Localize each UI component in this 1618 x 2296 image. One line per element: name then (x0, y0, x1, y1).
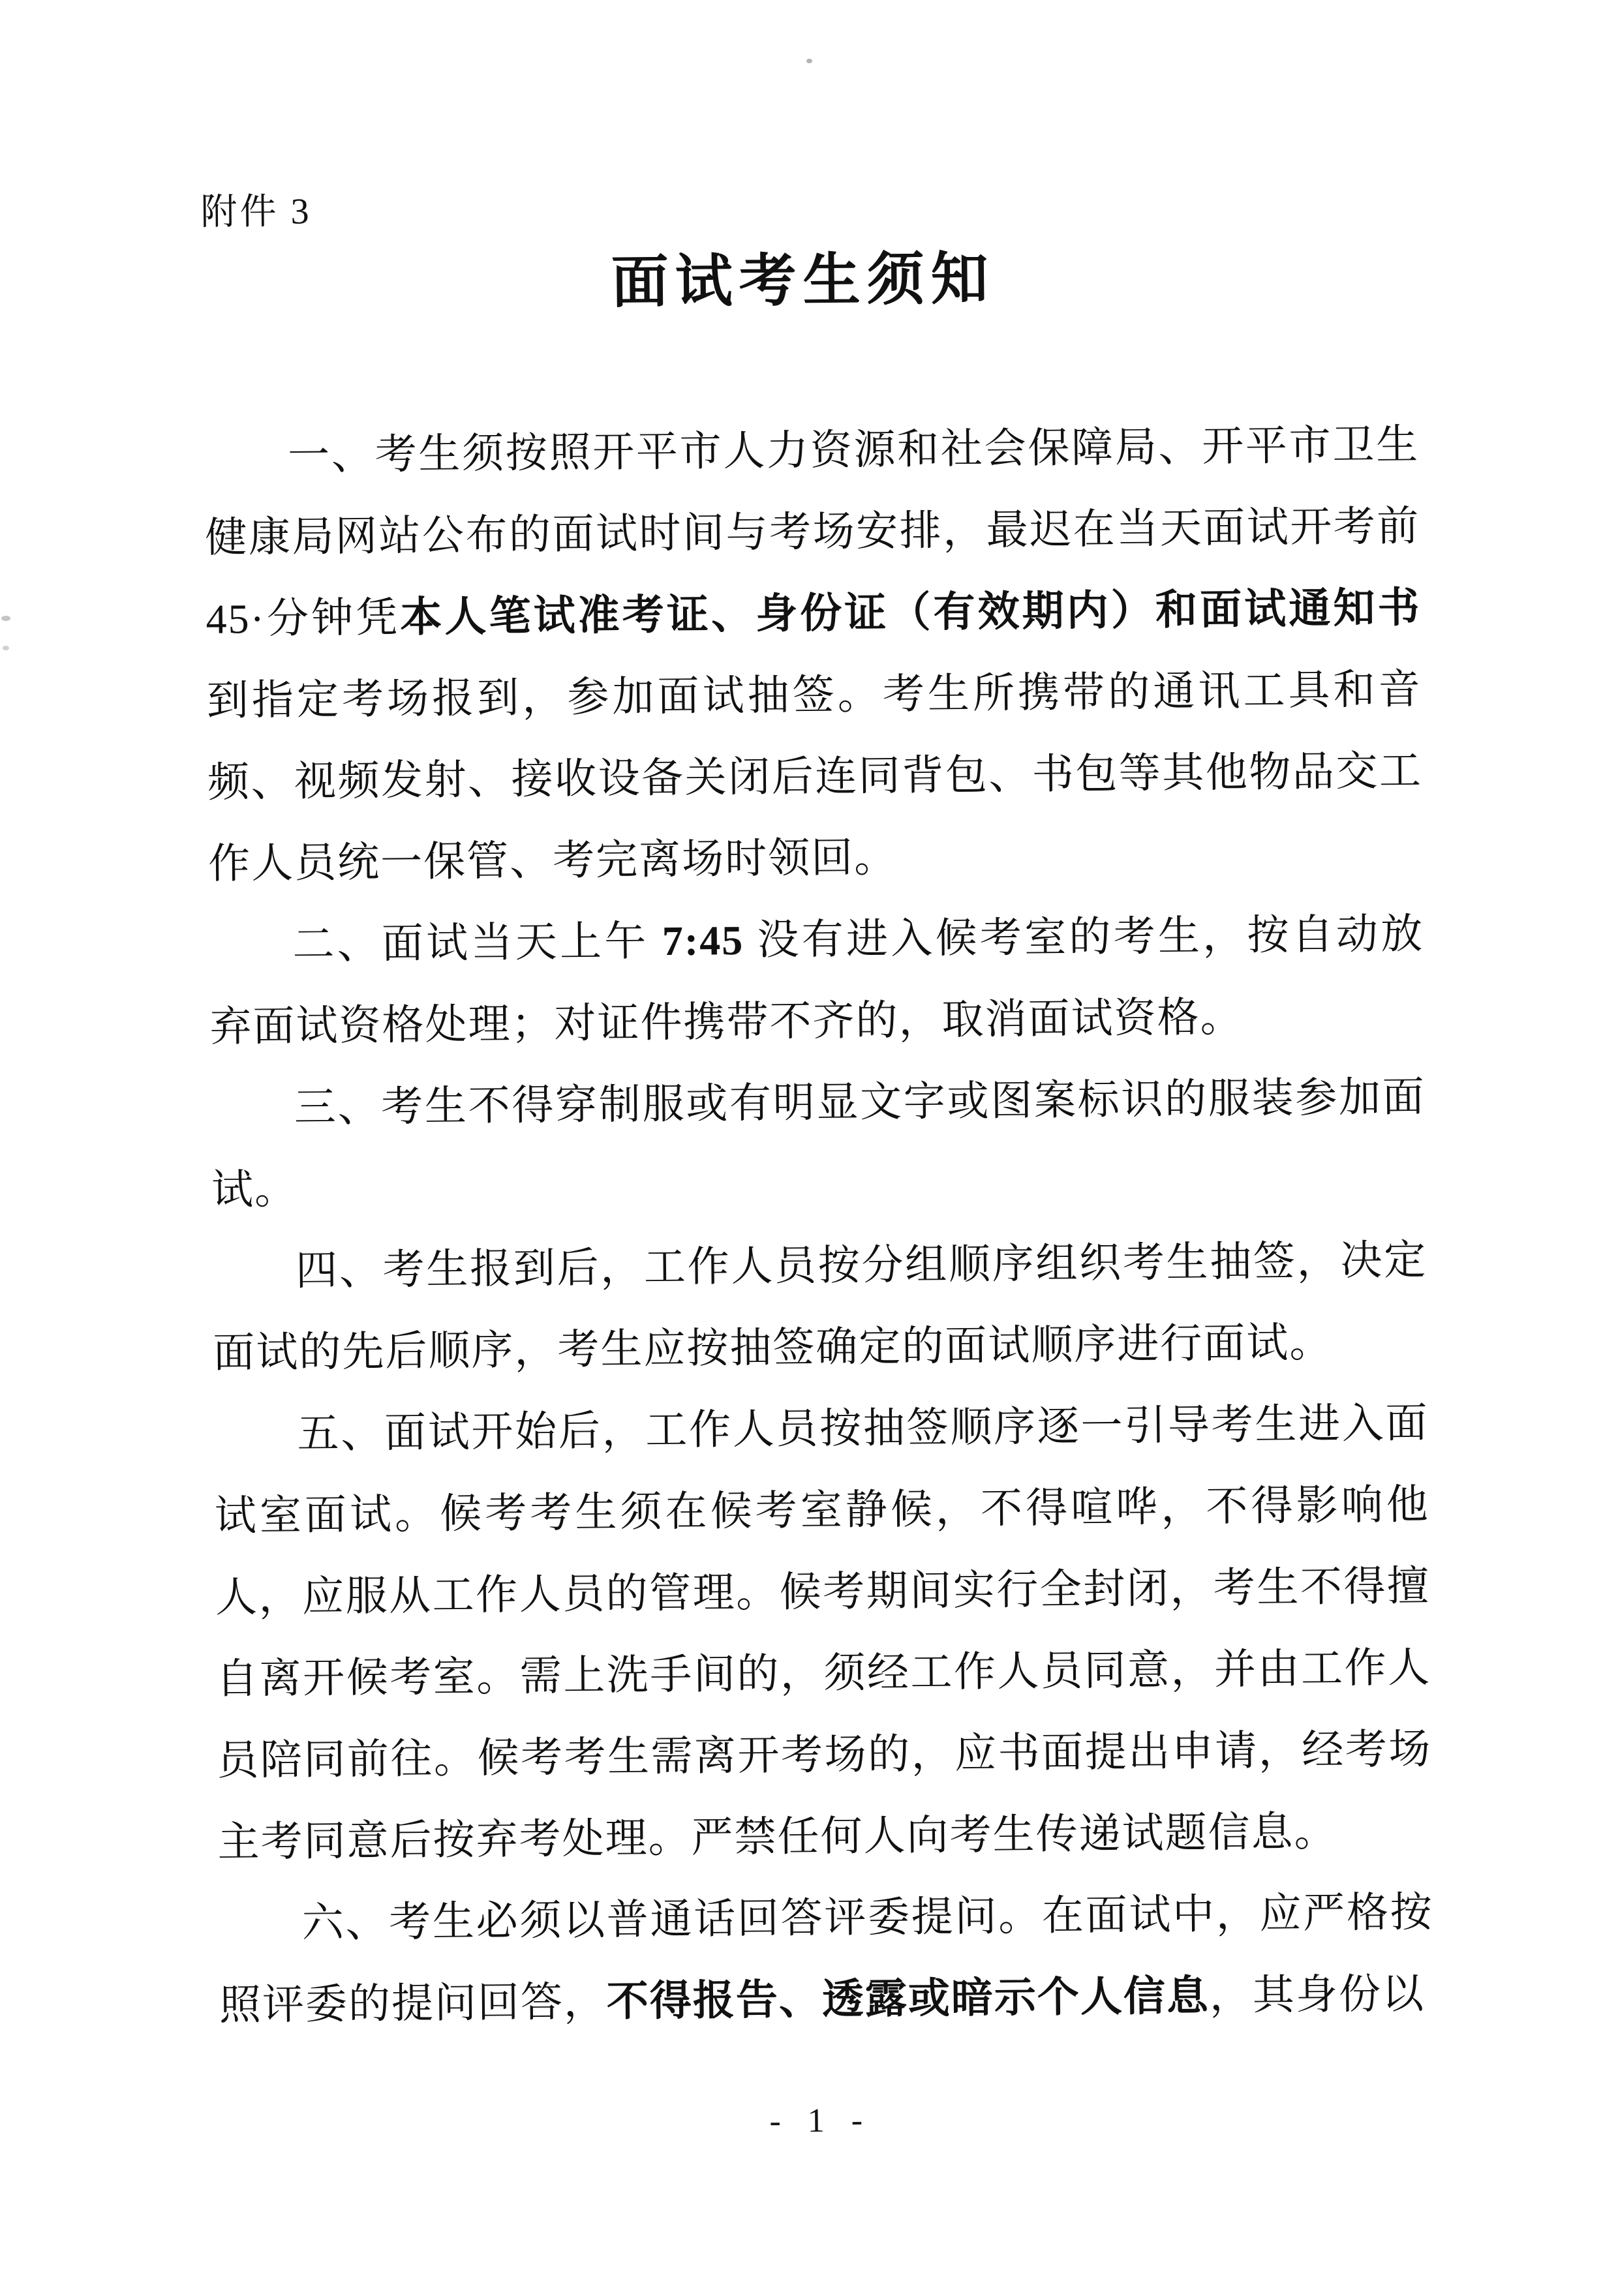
text-run: 五、面试开始后，工作人员按抽签顺序逐一引导考生进入面试室面试。候考考生须在候考室静候，不得喧哗，不得影响他人，应服从工作人员的管理。候考期间实行全封闭，考生不得擅自离开候考室。需上洗手间的，须经工作人员同意，并由工作人员陪同前往。候考考生需离开考场的，应书面提出申请，经考场主考同意后按弃考处理。严禁任何人向考生传递试题信息。 (214, 1399, 1432, 1865)
scan-artifact-dot (3, 646, 9, 650)
paragraph (218, 1871, 1434, 2046)
text-run: ，其身份以 (1209, 1971, 1426, 2019)
text-run: 六、考生必须以普通话回答评委提问。在面试中，应严格按照评委的提问回答， (219, 1888, 1434, 2029)
scan-artifact-dot (806, 59, 812, 63)
attachment-label: 附件 3 (200, 191, 312, 233)
text-run: 三、考生不得穿制服或有明显文字或图案标识的服装参加面试。 (211, 1073, 1426, 1213)
paragraph (212, 1219, 1428, 1394)
paragraph (210, 1056, 1426, 1231)
paragraph (204, 404, 1424, 905)
bold-text-run: 本人笔试准考证、身份证（有效期内）和面试通知书 (399, 584, 1421, 641)
document-body (204, 404, 1435, 2046)
page-number: - 1 - (769, 2102, 872, 2140)
bold-text-run: 7:45 (662, 916, 744, 965)
paragraph (209, 893, 1425, 1068)
text-run: 没有进入候考室的考生，按自动放弃面试资格处理；对证件携带不齐的，取消面试资格。 (209, 910, 1424, 1050)
paragraph (213, 1382, 1433, 1883)
page-title: 面试考生须知 (611, 248, 996, 315)
text-run: 一、考生须按照开平市人力资源和社会保障局、开平市卫生健康局网站公布的面试时间与考场安排，最迟在当天面试开考前45·分钟凭 (205, 421, 1420, 642)
text-run: 四、考生报到后，工作人员按分组顺序组织考生抽签，决定面试的先后顺序，考生应按抽签确定的面试顺序进行面试。 (213, 1236, 1427, 1376)
text-run: 到指定考场报到，参加面试抽签。考生所携带的通讯工具和音频、视频发射、接收设备关闭后连同背包、书包等其他物品交工作人员统一保管、考完离场时领回。 (206, 665, 1423, 887)
scan-artifact-dot (1, 616, 10, 621)
bold-text-run: 不得报告、透露或暗示个人信息 (606, 1972, 1210, 2025)
text-run: 二、面试当天上午 (292, 918, 663, 968)
